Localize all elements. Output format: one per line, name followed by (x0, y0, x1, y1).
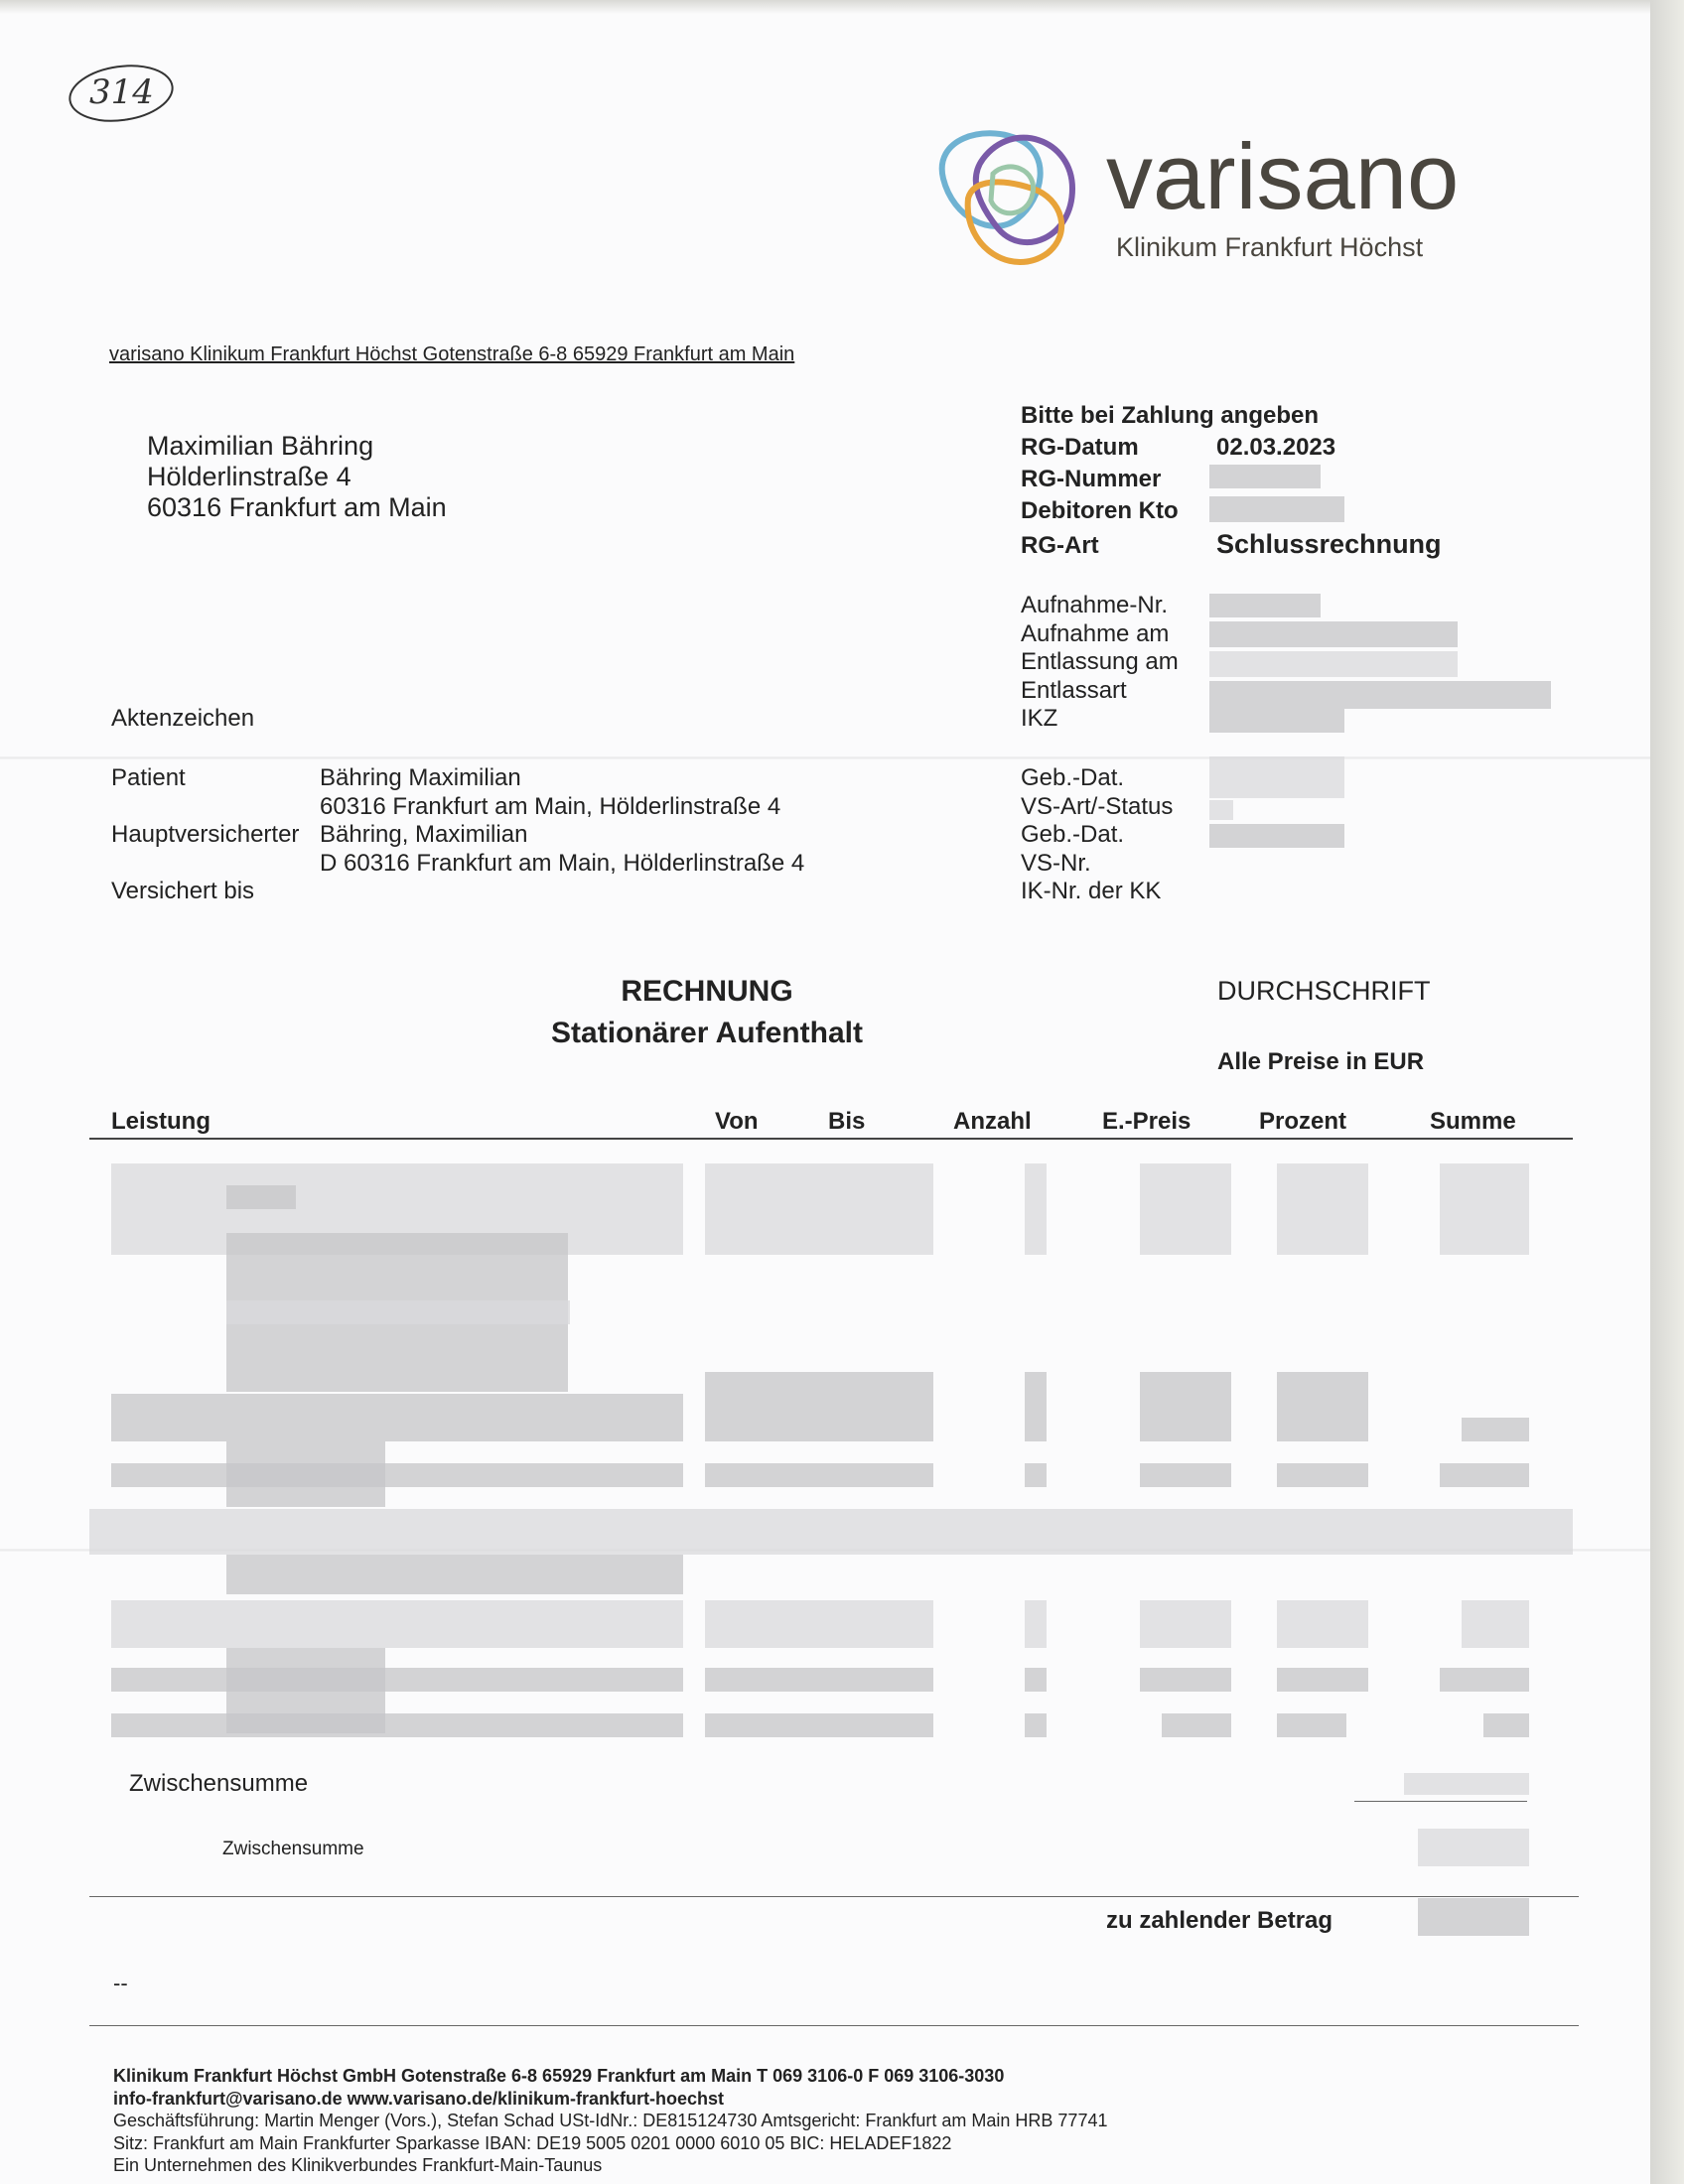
redacted-entlassart (1209, 681, 1551, 709)
invoice-title (536, 971, 878, 1054)
vs-nr-label: VS-Nr. (1021, 849, 1091, 877)
amount-due-label: zu zahlender Betrag (1106, 1907, 1333, 1934)
redacted-aufnahme-am (1209, 621, 1458, 647)
dash-mark: -- (113, 1971, 128, 1995)
geb-dat-label-2: Geb.-Dat. (1021, 821, 1125, 848)
admission-labels (1021, 592, 1179, 734)
patient-address: 60316 Frankfurt am Main, Hölderlinstraße 4 (320, 792, 781, 820)
subtotal-rule (1354, 1801, 1527, 1802)
col-von: Von (715, 1108, 759, 1135)
col-prozent: Prozent (1259, 1108, 1347, 1135)
rg-art-value: Schlussrechnung (1216, 529, 1442, 559)
rg-datum-value: 02.03.2023 (1216, 434, 1336, 461)
redacted-debitoren (1209, 496, 1344, 522)
recipient-street: Hölderlinstraße 4 (147, 462, 351, 491)
col-anzahl: Anzahl (953, 1108, 1032, 1135)
varisano-logo-icon (923, 119, 1092, 278)
currency-note: Alle Preise in EUR (1217, 1048, 1425, 1075)
versichert-bis-label: Versichert bis (111, 878, 255, 904)
hauptversicherter-address: D 60316 Frankfurt am Main, Hölderlinstraße 4 (320, 849, 805, 877)
hauptversicherter-name: Bähring, Maximilian (320, 821, 528, 848)
paper-fold (0, 756, 1650, 759)
footer-management-line: Geschäftsführung: Martin Menger (Vors.), Stefan Schad USt-IdNr.: DE815124730 Amtsgericht: Frankfurt am Main HRB 77741 (113, 2111, 1108, 2130)
subtotal-label-1: Zwischensumme (129, 1770, 309, 1797)
redacted-geb-dat (1209, 756, 1344, 798)
brand-name: varisano (1106, 124, 1460, 228)
aufnahme-nr-label: Aufnahme-Nr. (1021, 592, 1169, 618)
footer-rule (89, 2025, 1579, 2026)
col-leistung: Leistung (111, 1108, 210, 1135)
handwritten-circle-mark (64, 58, 183, 127)
rg-nummer-label: RG-Nummer (1021, 466, 1162, 492)
subtotal-label-2: Zwischensumme (222, 1839, 364, 1859)
sender-address-line: varisano Klinikum Frankfurt Höchst Gotenstraße 6-8 65929 Frankfurt am Main (109, 343, 795, 365)
redacted-entlassung-am (1209, 651, 1458, 677)
invoice-title-main: RECHNUNG (621, 975, 793, 1008)
total-rule (89, 1896, 1579, 1897)
footer-bank-line: Sitz: Frankfurt am Main Frankfurter Sparkasse IBAN: DE19 5005 0201 0000 6010 05 BIC: HELADEF1822 (113, 2132, 952, 2153)
hauptversicherter-label: Hauptversicherter (111, 821, 300, 848)
patient-label: Patient (111, 764, 186, 791)
ikz-label: IKZ (1021, 705, 1058, 732)
paper-top-edge (0, 0, 1684, 14)
aktenzeichen-label: Aktenzeichen (111, 705, 255, 732)
redacted-subtotal-2 (1418, 1829, 1529, 1866)
redacted-amount-due (1418, 1898, 1529, 1936)
footer-company-line: Klinikum Frankfurt Höchst GmbH Gotenstraße 6-8 65929 Frankfurt am Main T 069 3106-0 F 069 3106-3030 (113, 2066, 1005, 2086)
recipient-city: 60316 Frankfurt am Main (147, 492, 447, 522)
footer (113, 2065, 1107, 2177)
recipient-address (147, 431, 447, 523)
col-summe: Summe (1430, 1108, 1516, 1135)
entlassung-am-label: Entlassung am (1021, 648, 1179, 675)
insurance-labels (1021, 764, 1173, 906)
redacted-ikz (1209, 709, 1344, 733)
vs-art-status-label: VS-Art/-Status (1021, 792, 1174, 820)
patient-labels (111, 764, 299, 906)
redacted-subtotal-1 (1404, 1773, 1529, 1795)
redacted-geb-dat-2 (1209, 824, 1344, 848)
redacted-vs-art (1209, 800, 1233, 820)
handwritten-number: 314 (89, 72, 154, 112)
paper-right-edge (1650, 0, 1684, 2184)
brand-subtitle: Klinikum Frankfurt Höchst (1116, 232, 1424, 262)
footer-web-line: info-frankfurt@varisano.de www.varisano.de/klinikum-frankfurt-hoechst (113, 2088, 724, 2109)
entlassart-label: Entlassart (1021, 676, 1127, 704)
patient-values (320, 764, 804, 878)
rg-datum-label: RG-Datum (1021, 434, 1139, 461)
aufnahme-am-label: Aufnahme am (1021, 619, 1170, 647)
rg-art-label: RG-Art (1021, 532, 1099, 559)
col-bis: Bis (828, 1108, 866, 1135)
header-rule (89, 1138, 1573, 1140)
copy-label: DURCHSCHRIFT (1217, 976, 1431, 1006)
debitoren-label: Debitoren Kto (1021, 497, 1179, 524)
footer-group-line: Ein Unternehmen des Klinikverbundes Frankfurt-Main-Taunus (113, 2155, 603, 2175)
redacted-rg-nummer (1209, 465, 1321, 488)
patient-name: Bähring Maximilian (320, 764, 521, 791)
ik-nr-label: IK-Nr. der KK (1021, 878, 1162, 904)
redacted-aufnahme-nr (1209, 594, 1321, 617)
payment-reference-header: Bitte bei Zahlung angeben (1021, 402, 1320, 429)
geb-dat-label: Geb.-Dat. (1021, 764, 1125, 791)
recipient-name: Maximilian Bähring (147, 431, 374, 461)
invoice-title-sub: Stationärer Aufenthalt (551, 1017, 863, 1049)
col-epreis: E.-Preis (1102, 1108, 1192, 1135)
